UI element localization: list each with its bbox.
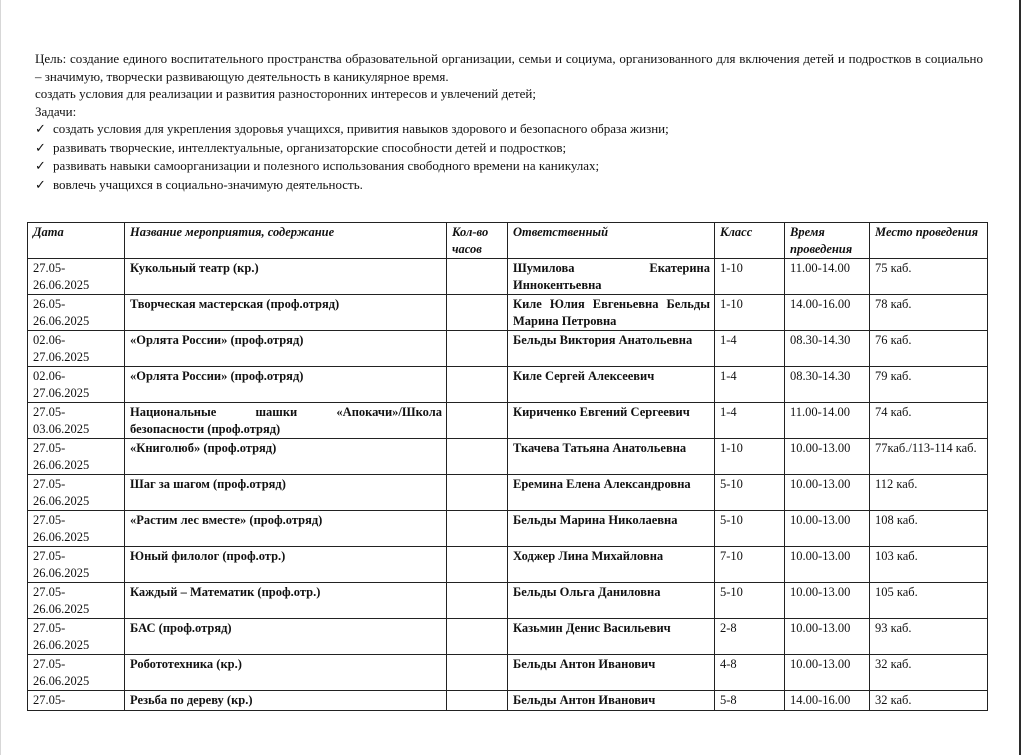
cell-grade: 5-8 [715, 691, 785, 711]
cell-responsible: Бельды Антон Иванович [508, 655, 715, 691]
cell-event: Творческая мастерская (проф.отряд) [125, 295, 447, 331]
header-date: Дата [28, 223, 125, 259]
table-row [28, 691, 988, 711]
cell-date: 27.05-26.06.2025 [28, 619, 125, 655]
header-place: Место проведения [870, 223, 988, 259]
cell-event: Шаг за шагом (проф.отряд) [125, 475, 447, 511]
intro-block [35, 50, 983, 194]
cell-place: 75 каб. [870, 259, 988, 295]
task-item [35, 176, 983, 195]
task-item [35, 157, 983, 176]
cell-event: «Книголюб» (проф.отряд) [125, 439, 447, 475]
cell-hours [447, 331, 508, 367]
cell-grade: 7-10 [715, 547, 785, 583]
cell-hours [447, 511, 508, 547]
cell-time: 08.30-14.30 [785, 331, 870, 367]
cell-place: 93 каб. [870, 619, 988, 655]
cell-event: «Растим лес вместе» (проф.отряд) [125, 511, 447, 547]
cell-place: 32 каб. [870, 691, 988, 711]
cell-time: 10.00-13.00 [785, 547, 870, 583]
header-responsible: Ответственный [508, 223, 715, 259]
cell-grade: 2-8 [715, 619, 785, 655]
cell-event: БАС (проф.отряд) [125, 619, 447, 655]
cell-date: 27.05-26.06.2025 [28, 511, 125, 547]
cell-date: 27.05-26.06.2025 [28, 259, 125, 295]
cell-event: Резьба по дереву (кр.) [125, 691, 447, 711]
cell-responsible: Казьмин Денис Васильевич [508, 619, 715, 655]
cell-event: «Орлята России» (проф.отряд) [125, 367, 447, 403]
schedule-table [27, 222, 988, 711]
table-row [28, 439, 988, 475]
table-row [28, 619, 988, 655]
cell-date: 02.06-27.06.2025 [28, 331, 125, 367]
cell-event: Робототехника (кр.) [125, 655, 447, 691]
cell-hours [447, 475, 508, 511]
cell-place: 108 каб. [870, 511, 988, 547]
cell-hours [447, 619, 508, 655]
cell-date: 27.05-03.06.2025 [28, 403, 125, 439]
cell-time: 10.00-13.00 [785, 619, 870, 655]
tasks-heading: Задачи: [35, 103, 77, 119]
cell-hours [447, 403, 508, 439]
cell-event: Каждый – Математик (проф.отр.) [125, 583, 447, 619]
cell-grade: 1-10 [715, 439, 785, 475]
cell-responsible: Киле Юлия Евгеньевна Бельды Марина Петровна [508, 295, 715, 331]
cell-place: 105 каб. [870, 583, 988, 619]
cell-place: 32 каб. [870, 655, 988, 691]
task-item [35, 120, 983, 139]
task-item [35, 139, 983, 158]
cell-event: «Орлята России» (проф.отряд) [125, 331, 447, 367]
table-row [28, 331, 988, 367]
cell-date: 27.05-26.06.2025 [28, 439, 125, 475]
table-header-row [28, 223, 988, 259]
cell-place: 103 каб. [870, 547, 988, 583]
task-text: вовлечь учащихся в социально-значимую деятельность. [53, 176, 363, 192]
cell-responsible: Ткачева Татьяна Анатольевна [508, 439, 715, 475]
cell-hours [447, 547, 508, 583]
cell-responsible: Ходжер Лина Михайловна [508, 547, 715, 583]
cell-responsible: Бельды Марина Николаевна [508, 511, 715, 547]
table-row [28, 367, 988, 403]
checkmark-icon: ✓ [35, 159, 46, 174]
cell-time: 11.00-14.00 [785, 403, 870, 439]
cell-place: 74 каб. [870, 403, 988, 439]
cell-hours [447, 439, 508, 475]
table-row [28, 403, 988, 439]
goal-text-2: создать условия для реализации и развития разносторонних интересов и увлечений детей; [35, 86, 536, 101]
cell-hours [447, 295, 508, 331]
cell-time: 08.30-14.30 [785, 367, 870, 403]
header-hours: Кол-во часов [447, 223, 508, 259]
cell-time: 10.00-13.00 [785, 655, 870, 691]
cell-event: Национальные шашки «Апокачи»/Школа безопасности (проф.отряд) [125, 403, 447, 439]
cell-responsible: Бельды Антон Иванович [508, 691, 715, 711]
header-event: Название мероприятия, содержание [125, 223, 447, 259]
cell-responsible: Шумилова Екатерина Иннокентьевна [508, 259, 715, 295]
cell-hours [447, 367, 508, 403]
cell-grade: 1-10 [715, 295, 785, 331]
goal-text: Цель: создание единого воспитательного пространства образовательной организации, семьи и социума, организованного для включения детей и подростков в социально – значимую, творчески развивающую деятельность в каникулярное время. [35, 51, 983, 84]
task-text: развивать творческие, интеллектуальные, организаторские способности детей и подростков; [53, 139, 567, 155]
table-row [28, 295, 988, 331]
cell-time: 14.00-16.00 [785, 691, 870, 711]
cell-time: 10.00-13.00 [785, 583, 870, 619]
cell-date: 27.05-26.06.2025 [28, 655, 125, 691]
table-row [28, 511, 988, 547]
table-row [28, 583, 988, 619]
cell-hours [447, 691, 508, 711]
cell-grade: 1-4 [715, 367, 785, 403]
cell-responsible: Бельды Виктория Анатольевна [508, 331, 715, 367]
cell-time: 10.00-13.00 [785, 475, 870, 511]
header-time: Время проведения [785, 223, 870, 259]
table-row [28, 259, 988, 295]
table-row [28, 475, 988, 511]
cell-place: 112 каб. [870, 475, 988, 511]
cell-time: 10.00-13.00 [785, 439, 870, 475]
page-left-edge [0, 0, 1, 755]
cell-hours [447, 655, 508, 691]
page-right-edge [1019, 0, 1021, 755]
cell-place: 77каб./113-114 каб. [870, 439, 988, 475]
checkmark-icon: ✓ [35, 140, 46, 156]
cell-place: 79 каб. [870, 367, 988, 403]
header-grade: Класс [715, 223, 785, 259]
cell-responsible: Еремина Елена Александровна [508, 475, 715, 511]
cell-place: 78 каб. [870, 295, 988, 331]
cell-hours [447, 259, 508, 295]
cell-time: 11.00-14.00 [785, 259, 870, 295]
cell-place: 76 каб. [870, 331, 988, 367]
schedule-body [28, 259, 988, 711]
cell-date: 27.05-26.06.2025 [28, 475, 125, 511]
cell-grade: 5-10 [715, 583, 785, 619]
cell-grade: 1-10 [715, 259, 785, 295]
checkmark-icon: ✓ [35, 177, 46, 193]
cell-responsible: Бельды Ольга Даниловна [508, 583, 715, 619]
cell-event: Юный филолог (проф.отр.) [125, 547, 447, 583]
cell-time: 14.00-16.00 [785, 295, 870, 331]
cell-grade: 1-4 [715, 403, 785, 439]
cell-date: 26.05-26.06.2025 [28, 295, 125, 331]
task-text: создать условия для укрепления здоровья учащихся, привития навыков здорового и безопасного образа жизни; [53, 121, 669, 136]
cell-date: 27.05-26.06.2025 [28, 583, 125, 619]
checkmark-icon: ✓ [35, 122, 46, 137]
cell-responsible: Киле Сергей Алексеевич [508, 367, 715, 403]
cell-grade: 5-10 [715, 475, 785, 511]
cell-grade: 4-8 [715, 655, 785, 691]
cell-date: 02.06-27.06.2025 [28, 367, 125, 403]
cell-date: 27.05- [28, 691, 125, 711]
task-text: развивать навыки самоорганизации и полезного использования свободного времени на каникулах; [53, 158, 600, 173]
cell-responsible: Кириченко Евгений Сергеевич [508, 403, 715, 439]
cell-grade: 5-10 [715, 511, 785, 547]
cell-hours [447, 583, 508, 619]
cell-date: 27.05-26.06.2025 [28, 547, 125, 583]
cell-event: Кукольный театр (кр.) [125, 259, 447, 295]
table-row [28, 547, 988, 583]
cell-time: 10.00-13.00 [785, 511, 870, 547]
table-row [28, 655, 988, 691]
cell-grade: 1-4 [715, 331, 785, 367]
